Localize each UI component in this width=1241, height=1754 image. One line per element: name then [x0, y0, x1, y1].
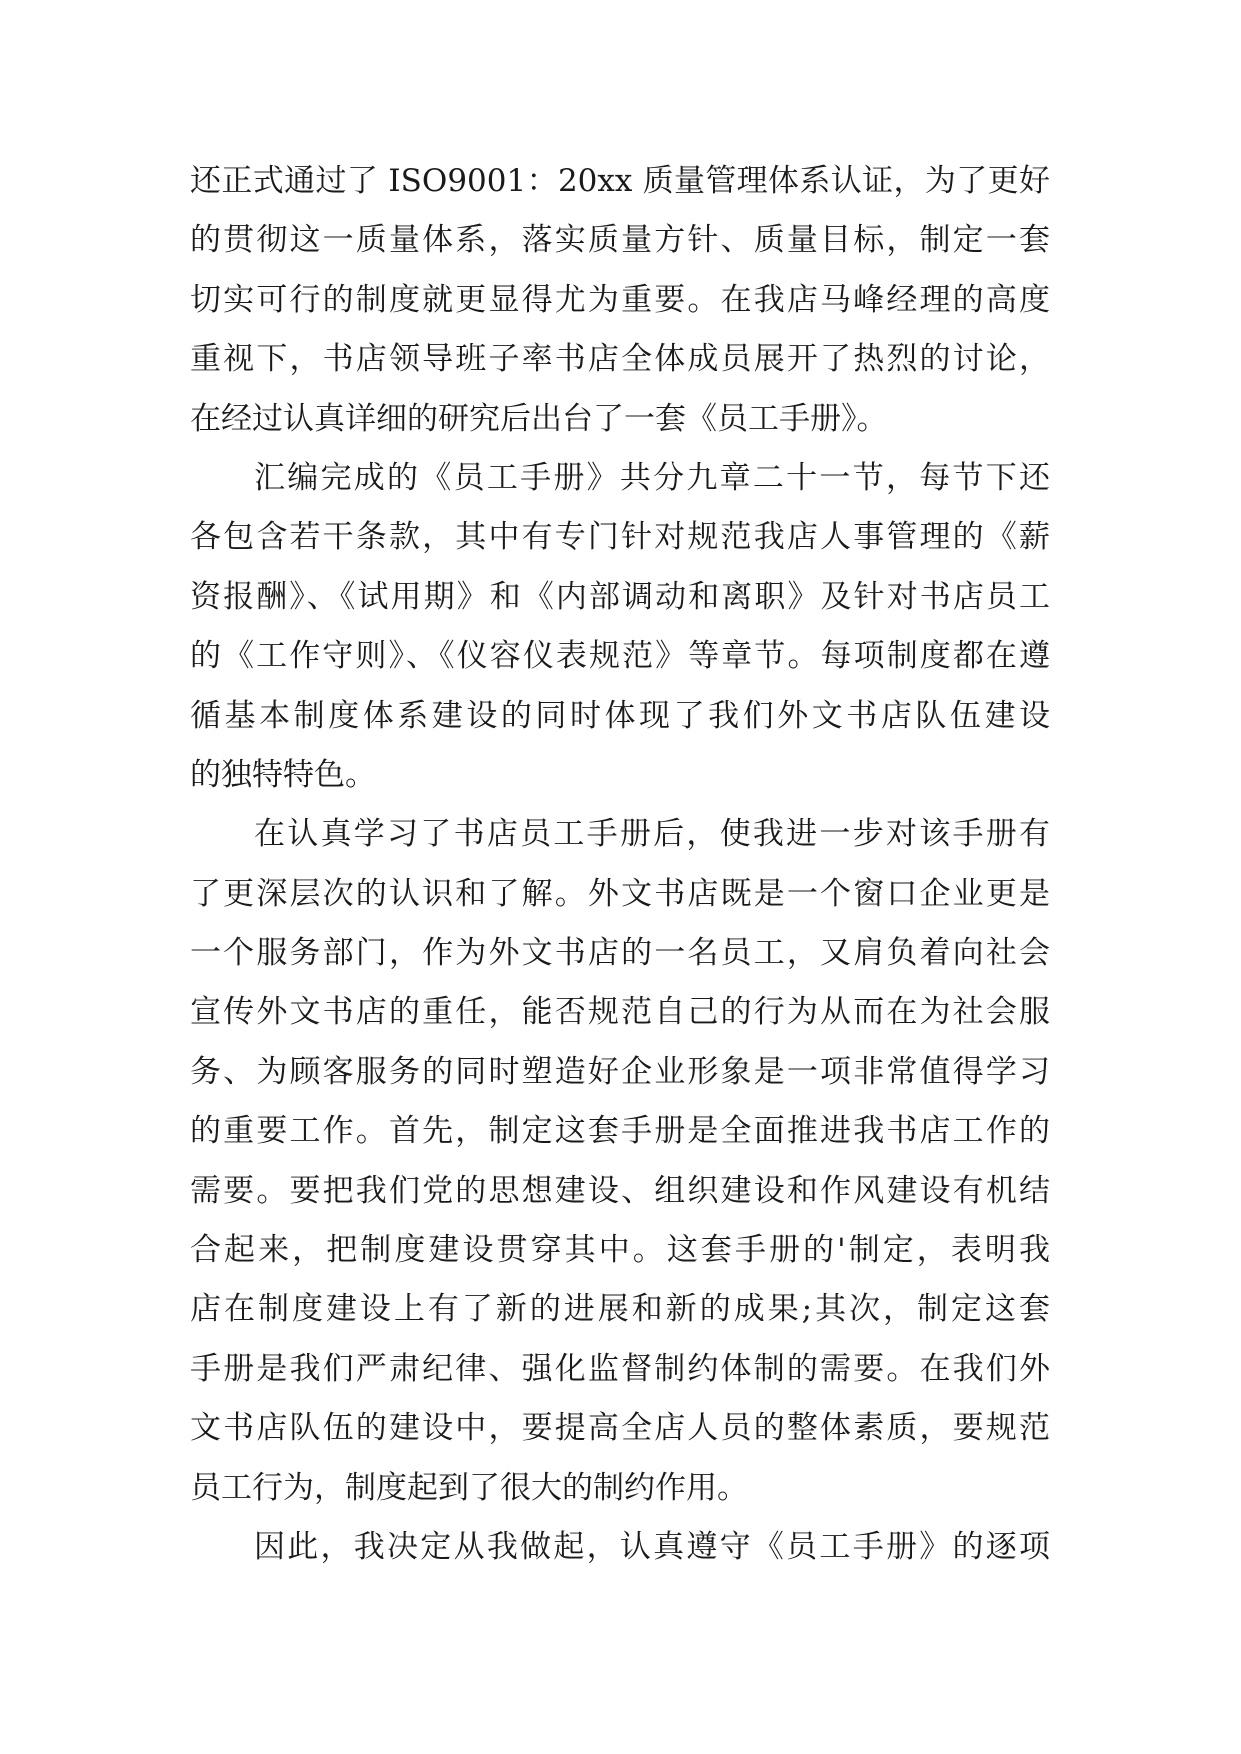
text-line: 切实可行的制度就更显得尤为重要。在我店马峰经理的高度	[190, 281, 1050, 318]
text-line: 手册是我们严肃纪律、强化监督制约体制的需要。在我们外	[190, 1350, 1050, 1387]
text-line: 了更深层次的认识和了解。外文书店既是一个窗口企业更是	[190, 875, 1050, 912]
text-line: 重视下，书店领导班子率书店全体成员展开了热烈的讨论，	[190, 341, 1050, 378]
text-line: 资报酬》、《试用期》和《内部调动和离职》及针对书店员工	[190, 578, 1050, 615]
paragraph-4	[190, 1518, 1050, 1577]
text-line: 的重要工作。首先，制定这套手册是全面推进我书店工作的	[190, 1113, 1050, 1150]
text-line: 各包含若干条款，其中有专门针对规范我店人事管理的《薪	[190, 519, 1050, 556]
text-line: 的贯彻这一质量体系，落实质量方针、质量目标，制定一套	[190, 222, 1050, 259]
text-line: 循基本制度体系建设的同时体现了我们外文书店队伍建设	[190, 697, 1050, 734]
text-line: 的独特特色。	[190, 756, 376, 793]
text-line: 文书店队伍的建设中，要提高全店人员的整体素质，要规范	[190, 1410, 1050, 1447]
text-line: 还正式通过了 ISO9001：20xx 质量管理体系认证，为了更好	[190, 163, 1050, 199]
text-line: 员工行为，制度起到了很大的制约作用。	[190, 1469, 748, 1506]
text-line: 在认真学习了书店员工手册后，使我进一步对该手册有	[254, 816, 1050, 853]
paragraph-3	[190, 805, 1050, 1518]
text-line: 店在制度建设上有了新的进展和新的成果;其次，制定这套	[190, 1291, 1050, 1328]
text-line: 务、为顾客服务的同时塑造好企业形象是一项非常值得学习	[190, 1053, 1050, 1090]
paragraph-1	[190, 152, 1050, 449]
text-line: 因此，我决定从我做起，认真遵守《员工手册》的逐项	[254, 1528, 1050, 1565]
text-line: 一个服务部门，作为外文书店的一名员工，又肩负着向社会	[190, 935, 1050, 972]
text-line: 宣传外文书店的重任，能否规范自己的行为从而在为社会服	[190, 994, 1050, 1031]
document-body	[190, 152, 1050, 1577]
text-line: 需要。要把我们党的思想建设、组织建设和作风建设有机结	[190, 1172, 1050, 1209]
text-line: 在经过认真详细的研究后出台了一套《员工手册》。	[190, 400, 888, 437]
text-line: 的《工作守则》、《仪容仪表规范》等章节。每项制度都在遵	[190, 638, 1050, 675]
text-line: 合起来，把制度建设贯穿其中。这套手册的'制定，表明我	[190, 1232, 1050, 1269]
text-line: 汇编完成的《员工手册》共分九章二十一节，每节下还	[254, 459, 1050, 496]
paragraph-2	[190, 449, 1050, 805]
